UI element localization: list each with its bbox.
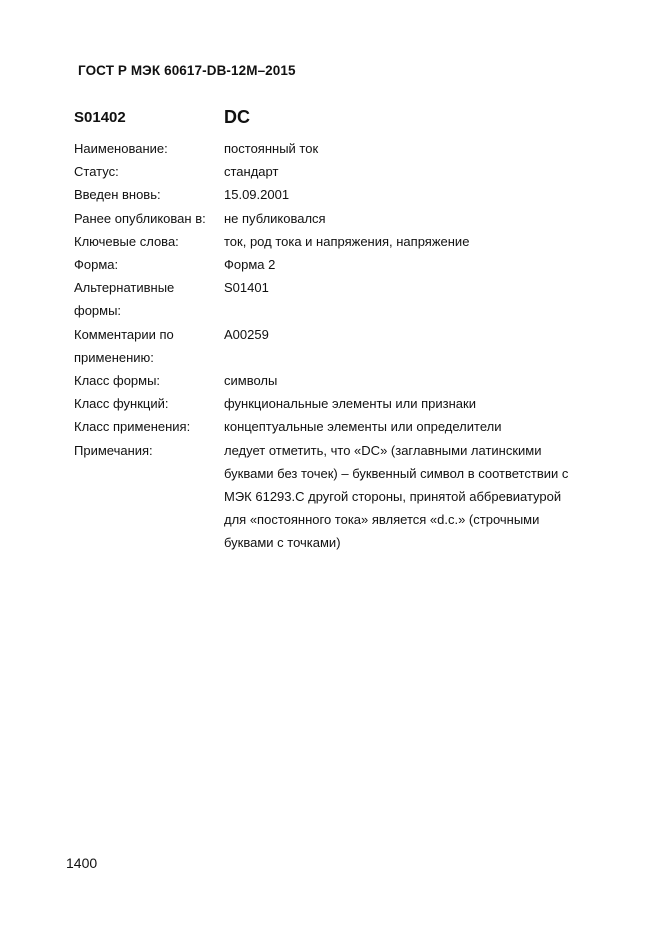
field-value: ток, род тока и напряжения, напряжение: [224, 233, 470, 249]
field-row-alternative-forms: [74, 276, 574, 322]
field-row-application-class: [74, 415, 574, 438]
entry-title: DC: [224, 107, 250, 127]
field-row-function-class: [74, 392, 574, 415]
field-row-introduced: [74, 183, 574, 206]
field-row-notes: [74, 439, 574, 555]
field-row-name: [74, 137, 574, 160]
field-label: Ключевые слова:: [74, 233, 179, 249]
field-value: 15.09.2001: [224, 187, 290, 203]
field-value: A00259: [224, 326, 269, 342]
field-row-form: [74, 253, 574, 276]
field-label: Введен вновь:: [74, 187, 161, 203]
field-row-keywords: [74, 230, 574, 253]
field-row-previously-published: [74, 207, 574, 230]
page-number: 1400: [66, 855, 98, 871]
field-value: S01401: [224, 280, 269, 296]
field-row-application-comments: [74, 323, 574, 369]
field-label: Класс функций:: [74, 396, 169, 412]
field-label: Альтернативные формы:: [74, 280, 175, 319]
field-value: символы: [224, 373, 278, 389]
field-label: Комментарии по применению:: [74, 326, 174, 365]
field-label: Класс применения:: [74, 419, 191, 435]
field-row-form-class: [74, 369, 574, 392]
document-header: ГОСТ Р МЭК 60617-DB-12M–2015: [78, 63, 296, 78]
field-label: Статус:: [74, 164, 119, 180]
field-value: постоянный ток: [224, 141, 319, 156]
field-value: Форма 2: [224, 257, 276, 273]
field-label: Примечания:: [74, 442, 153, 458]
entry-code: S01402: [74, 109, 126, 126]
field-label: Форма:: [74, 257, 119, 273]
field-list: [74, 137, 574, 555]
field-value: концептуальные элементы или определители: [224, 419, 502, 435]
field-label: Ранее опубликован в:: [74, 210, 206, 226]
field-value: функциональные элементы или признаки: [224, 396, 476, 412]
field-value: ледует отметить, что «DC» (заглавными латинскими буквами без точек) – буквенный символ в соответствии с МЭК 61293.С другой стороны, принятой аббревиатурой для «постоянного тока» является «d.c.» (строчными буквами с точками): [224, 442, 569, 551]
field-row-status: [74, 160, 574, 183]
field-label: Наименование:: [74, 141, 168, 156]
field-label: Класс формы:: [74, 373, 161, 389]
field-value: стандарт: [224, 164, 279, 180]
field-value: не публиковался: [224, 210, 326, 226]
